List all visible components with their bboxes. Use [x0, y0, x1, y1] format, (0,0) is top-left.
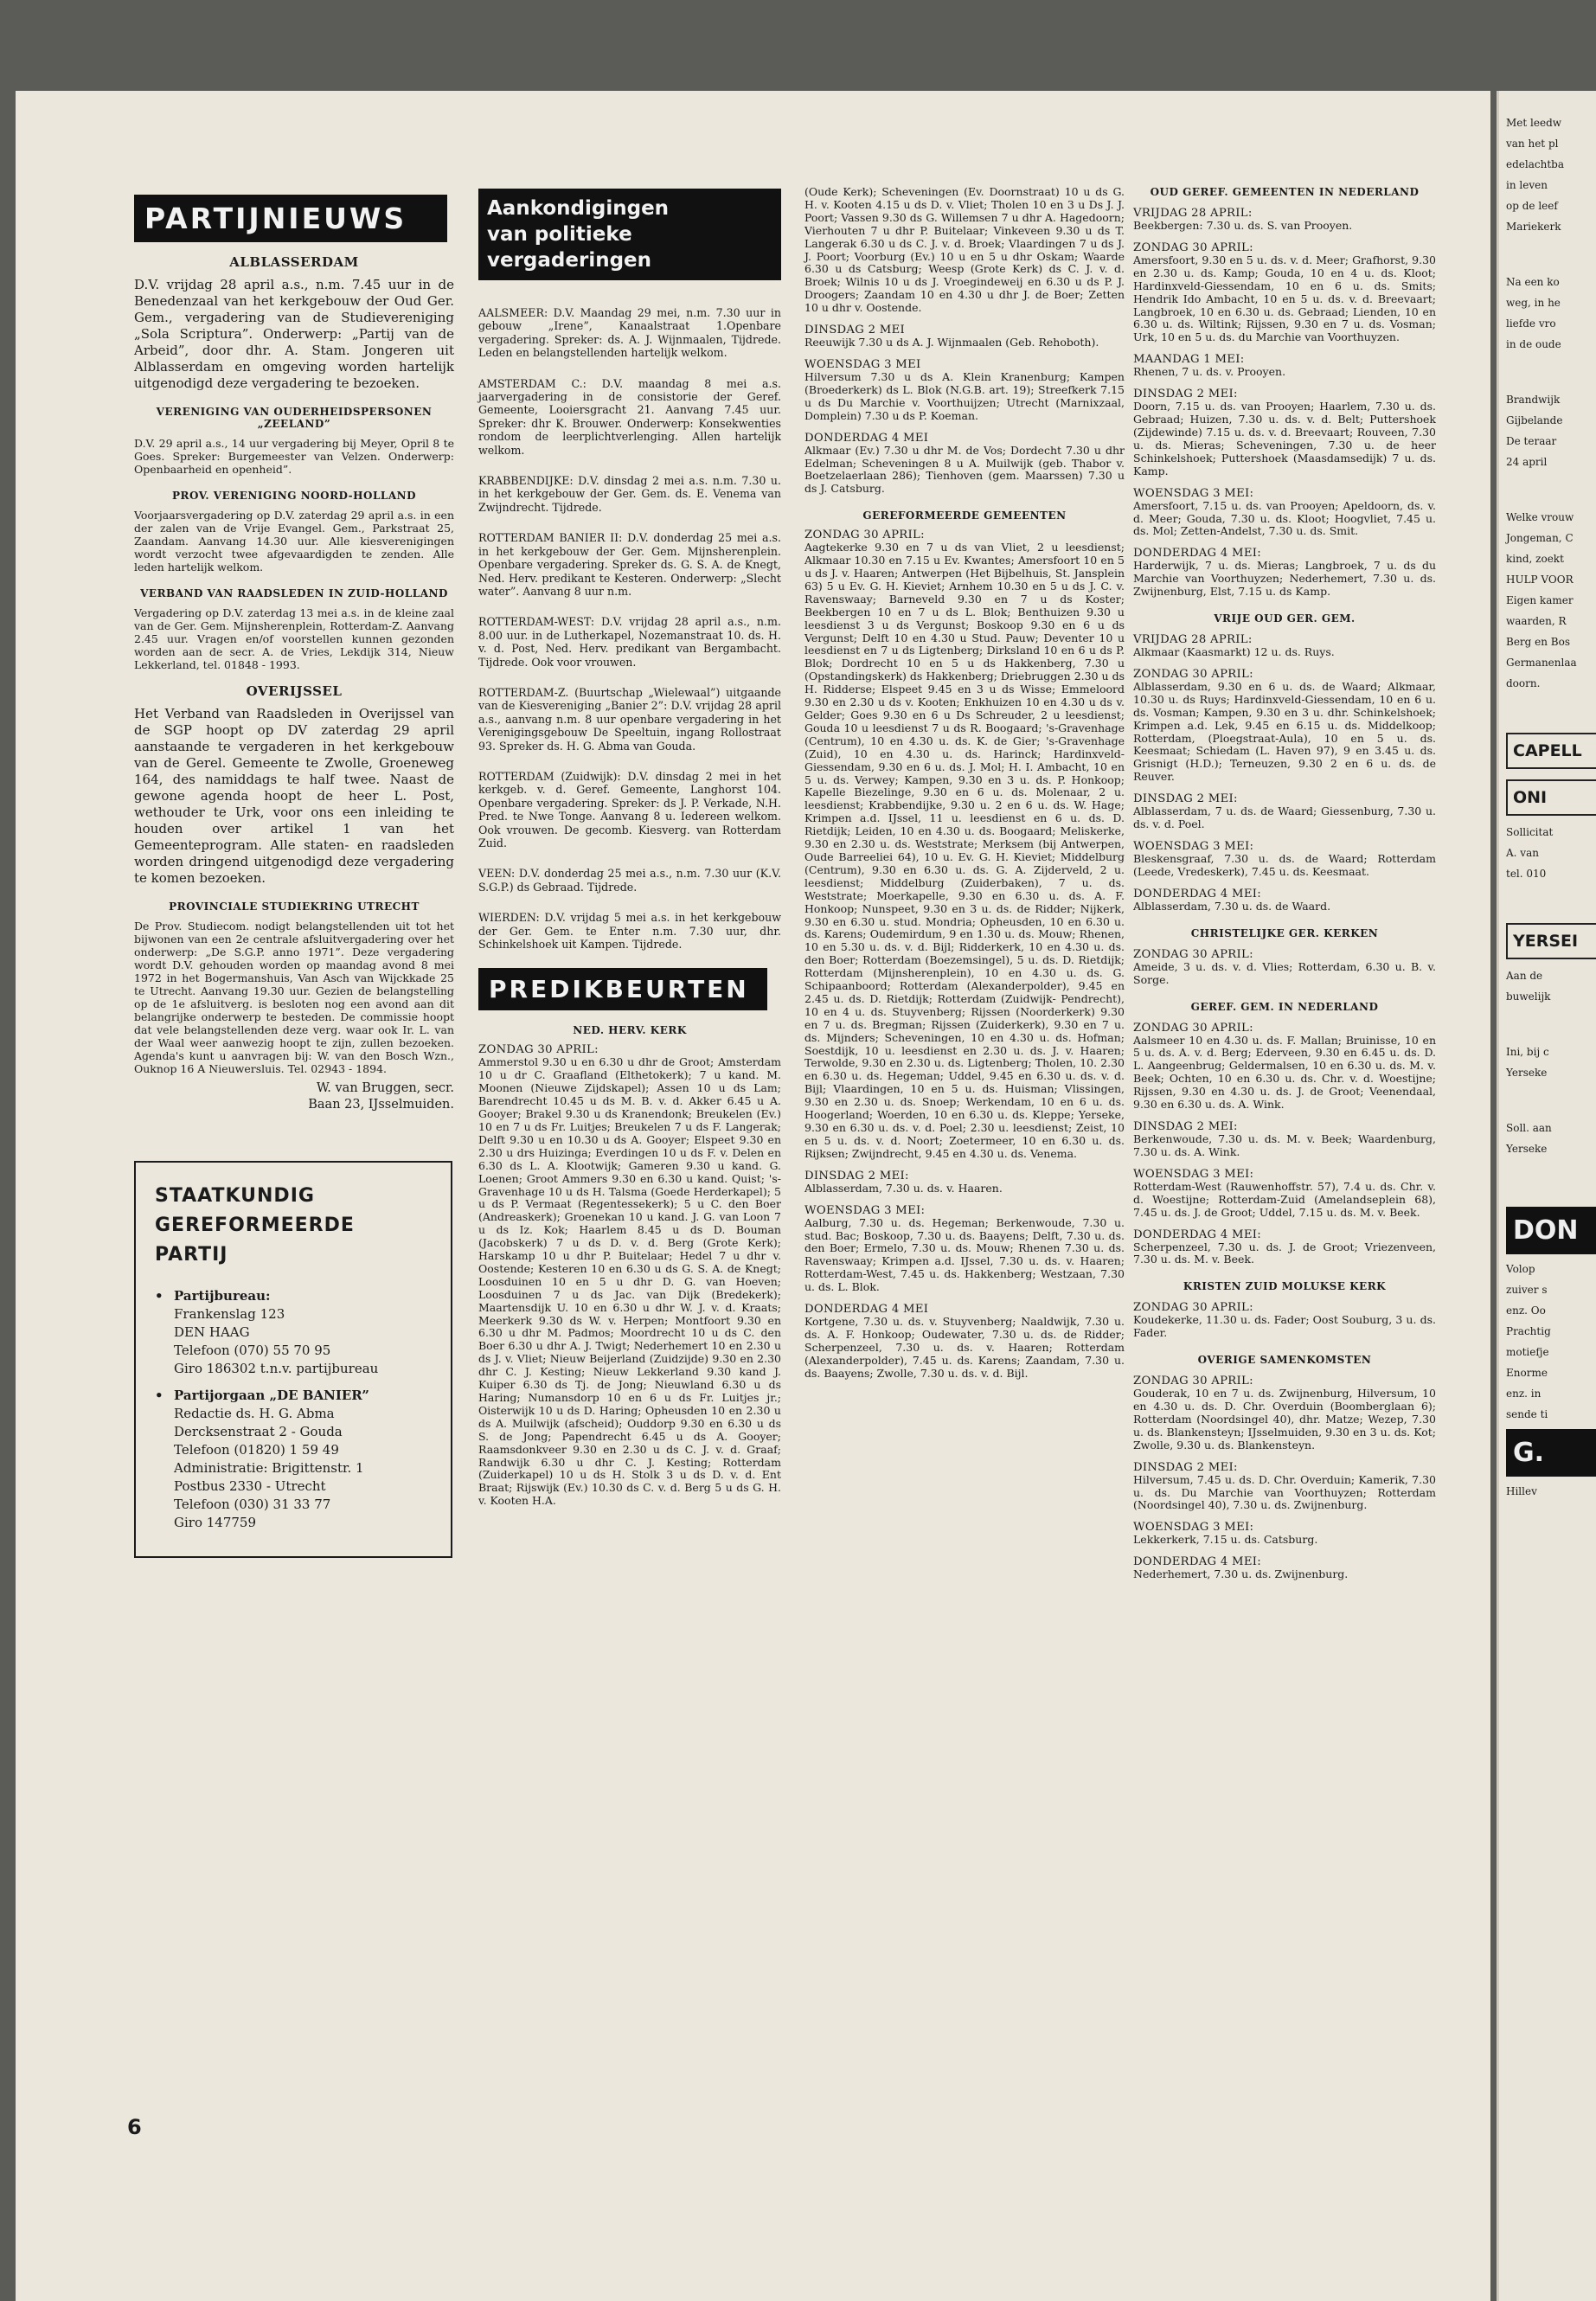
column-kerken — [1133, 186, 1436, 1581]
day-heading: ZONDAG 30 APRIL: — [478, 1043, 599, 1057]
fragment-text: Aan de — [1506, 970, 1543, 982]
item-line: Administratie: Brigittenstr. 1 — [174, 1460, 364, 1476]
section-text: Voorjaarsvergadering op D.V. zaterdag 29 april a.s. in een der zalen van de Vrije Evangel. Gem., Parkstraat 25, Zaandam. Aanvang 14.30 uur. Alle kiesverenigingen wordt verzocht twee afgevaardigden te zenden. Alle leden hartelijk welkom. — [134, 509, 454, 574]
page-number: 6 — [127, 2115, 142, 2139]
announcement: AMSTERDAM C.: D.V. maandag 8 mei a.s. jaarvergadering in de consistorie der Geref. Gemeente, Looiersgracht 21. Aanvang 7.45 uur. Spreker: dhr K. Brouwer. Onderwerp: Konsekwenties rondom de leerplichtverlenging. Allen hartelijk welkom. — [478, 376, 781, 457]
day-text: Beekbergen: 7.30 u. ds. S. van Prooyen. — [1133, 219, 1353, 232]
day-blocks — [804, 1170, 1125, 1381]
day-text: Amersfoort, 9.30 en 5 u. ds. v. d. Meer; Grafhorst, 9.30 en 2.30 u. ds. Kamp; Gouda, 10 en 4 u. ds. Kloot; Hardinxveld-Giessendam, 10 en 6 u. ds. Smits; Hendrik Ido Ambacht, 10 en 5 u. ds. v. d. Breevaart; Langbroek, 10 en 6.30 u. ds. Gebraad; Lienden, 10 en 6.30 u. ds. Wiltink; Rijssen, 9.30 en 7 u. ds. Vosman; Urk, 10 en 5 u. ds. du Marchie van Voorthuyzen. — [1133, 253, 1436, 344]
day-heading: DONDERDAG 4 MEI: — [1133, 1555, 1262, 1569]
section-title: OVERIGE SAMENKOMSTEN — [1197, 1354, 1372, 1367]
section-title: CHRISTELIJKE GER. KERKEN — [1190, 926, 1379, 939]
signature-name: W. van Bruggen, secr. — [316, 1081, 454, 1095]
item-line: Dercksenstraat 2 - Gouda — [174, 1424, 343, 1439]
day-heading: WOENSDAG 3 MEI: — [1133, 1521, 1254, 1535]
sgp-title-line: GEREFORMEERDE — [155, 1215, 355, 1236]
sgp-box-items — [155, 1287, 432, 1532]
day-heading: DINSDAG 2 MEI: — [1133, 1460, 1238, 1474]
fragment-box — [1506, 779, 1596, 816]
item-line: Giro 147759 — [174, 1515, 257, 1530]
fragment-text: Welke vrouw — [1506, 511, 1574, 523]
section-title: PROV. VERENIGING NOORD-HOLLAND — [171, 490, 417, 502]
announcement: ROTTERDAM-WEST: D.V. vrijdag 28 april a.s., n.m. 8.00 uur. in de Lutherkapel, Nozemanstraat 10. ds. H. v. d. Post, Ned. Herv. predikant van Bergambacht. Tijdrede. Ook voor vrouwen. — [478, 615, 781, 669]
section-title: OVERIJSSEL — [246, 683, 343, 699]
preach-text-continued: (Oude Kerk); Scheveningen (Ev. Doornstraat) 10 u ds G. H. v. Kooten 4.15 u ds D. v. Vliet; Tholen 10 en 3 u Ds J. J. Poort; Vassen 9.30 ds G. Willemsen 7 u dhr A. Hagedoorn; Vierhouten 7 u dhr P. Buitelaar; Vinkeveen 9.30 u ds T. Langerak 6.30 u ds C. J. v. d. Broek; Vlaardingen 7 u ds J. J. Poort; Voorburg (Ev.) 10 u en 5 u dhr Oskam; Waarde 6.30 u ds Catsburg; Weesp (Grote Kerk) ds C. J. v. d. Broek; Wilnis 10 u ds J. Vroegindeweij en 6.30 u ds P. J. Droogers; Zaandam 10 en 4.30 u dhr J. de Boer; Zetten 10 u dhr v. Oostende. — [804, 185, 1125, 315]
day-text: Amersfoort, 7.15 u. ds. van Prooyen; Apeldoorn, ds. v. d. Meer; Gouda, 7.30 u. ds. Kloot; Hoogvliet, 7.45 u. ds. Mol; Zetten-Andelst, 7.30 u. ds. Smit. — [1133, 498, 1436, 538]
day-heading: ZONDAG 30 APRIL: — [1133, 1021, 1253, 1035]
sgp-title-line: STAATKUNDIG — [155, 1185, 315, 1207]
fragment-text: Germanenlaa — [1506, 657, 1577, 669]
day-text: Kortgene, 7.30 u. ds. v. Stuyvenberg; Naaldwijk, 7.30 u. ds. A. F. Honkoop; Oudewater, 7.30 u. ds. de Ridder; Scherpenzeel, 7.30 u. ds. v. Haaren; Rotterdam (Alexanderpolder), 7.45 u. ds. Karens; Zaandam, 7.30 u. ds. Baayens; Zwolle, 7.30 u. ds. v. d. Bijl. — [804, 1315, 1125, 1380]
bullet-icon: • — [155, 1388, 163, 1403]
day-heading: VRIJDAG 28 APRIL: — [1133, 633, 1253, 647]
section-title: VERBAND VAN RAADSLEDEN IN ZUID-HOLLAND — [140, 587, 448, 599]
fragment-text: in de oude — [1506, 338, 1561, 350]
day-text: Koudekerke, 11.30 u. ds. Fader; Oost Souburg, 3 u. ds. Fader. — [1133, 1313, 1436, 1340]
day-heading: WOENSDAG 3 MEI — [804, 357, 921, 371]
sgp-title-line: PARTIJ — [155, 1244, 228, 1266]
announcement: WIERDEN: D.V. vrijdag 5 mei a.s. in het kerkgebouw der Ger. Gem. te Enter n.m. 7.30 uur, dhr. Schinkelshoek uit Kampen. Tijdrede. — [478, 911, 781, 952]
fragment-text: Jongeman, C — [1506, 532, 1574, 544]
day-text: Harderwijk, 7 u. ds. Mieras; Langbroek, 7 u. ds du Marchie van Voorthuyzen; Nederhemert, 7.30 u. ds. Zwijnenburg, Elst, 7.15 u. ds Kamp. — [1133, 559, 1436, 599]
section-title: OUD GEREF. GEMEENTEN IN NEDERLAND — [1150, 186, 1420, 198]
fragment-text: enz. Oo — [1506, 1304, 1546, 1317]
day-text: Alblasserdam, 7.30 u. ds. de Waard. — [1133, 899, 1331, 913]
fragment-text: Gijbelande — [1506, 414, 1563, 426]
fragment-text: sende ti — [1506, 1408, 1548, 1420]
fragment-text: Berg en Bos — [1506, 636, 1570, 648]
fragment-text: tel. 010 — [1506, 868, 1547, 880]
day-heading: ZONDAG 30 APRIL: — [1133, 240, 1253, 254]
fragment-text: CAPELL — [1513, 741, 1582, 760]
fragment-text: enz. in — [1506, 1388, 1542, 1400]
day-blocks — [804, 324, 1125, 496]
section-title: ALBLASSERDAM — [229, 254, 359, 270]
day-heading: DINSDAG 2 MEI: — [1133, 1119, 1238, 1133]
section-text: D.V. 29 april a.s., 14 uur vergadering bij Meyer, Opril 8 te Goes. Spreker: Burgemeester van Velzen. Onderwerp: Openbaarheid en openheid”. — [134, 437, 454, 476]
day-heading: DONDERDAG 4 MEI: — [1133, 887, 1262, 901]
day-heading: DONDERDAG 4 MEI: — [1133, 547, 1262, 561]
predikbeurten-banner: PREDIKBEURTEN — [478, 968, 767, 1010]
day-text: Hilversum, 7.45 u. ds. D. Chr. Overduin; Kamerik, 7.30 u. ds. Du Marchie van Voorthuyzen; Rotterdam (Noordsingel 40), 7.30 u. ds. Zwijnenburg. — [1133, 1472, 1436, 1512]
day-heading: ZONDAG 30 APRIL: — [1133, 667, 1253, 681]
column-aankondigingen — [478, 189, 781, 1508]
day-heading: ZONDAG 30 APRIL: — [1133, 947, 1253, 961]
fragment-text: De teraar — [1506, 435, 1557, 447]
fragment-text: Enorme — [1506, 1367, 1548, 1379]
day-heading: VRIJDAG 28 APRIL: — [1133, 207, 1253, 220]
day-text: Reeuwijk 7.30 u ds A. J. Wijnmaalen (Geb. Rehoboth). — [804, 336, 1099, 349]
fragment-text: Brandwijk — [1506, 394, 1561, 406]
section-text: Het Verband van Raadsleden in Overijssel van de SGP hoopt op DV zaterdag 29 april aanstaande te vergaderen in het kerkgebouw van de Gerel. Gemeente te Zwolle, Groeneweg 164, des namiddags te half twee. Naast de gewone agenda hoopt de heer L. Post, wethouder te Urk, voor ons een inleiding te houden over artikel 1 van het Gemeenteprogram. Alle staten- en raadsleden worden dringend uitgenodigd deze vergadering te komen bezoeken. — [134, 706, 454, 886]
fragment-text: Prachtig — [1506, 1325, 1551, 1337]
bullet-icon: • — [155, 1288, 163, 1304]
item-line: Postbus 2330 - Utrecht — [174, 1478, 326, 1494]
section-title: KRISTEN ZUID MOLUKSE KERK — [1183, 1280, 1387, 1293]
announcement: VEEN: D.V. donderdag 25 mei a.s., n.m. 7.30 uur (K.V. S.G.P.) ds Gebraad. Tijdrede. — [478, 867, 781, 894]
item-heading: Partijorgaan „DE BANIER” — [174, 1388, 369, 1403]
fragment-text: Yerseke — [1506, 1143, 1548, 1155]
spacer — [1506, 698, 1596, 733]
item-line: Giro 186302 t.n.v. partijbureau — [174, 1361, 379, 1376]
fragment-text: op de leef — [1506, 200, 1558, 212]
day-text: Rotterdam-West (Rauwenhoffstr. 57), 7.4 u. ds. Chr. v. d. Woestijne; Rotterdam-Zuid (Amelandseplein 68), 7.45 u. ds. J. de Groot; Uddel, 7.15 u. ds. M. v. Beek. — [1133, 1179, 1436, 1219]
day-text: Rhenen, 7 u. ds. v. Prooyen. — [1133, 365, 1286, 379]
section-title: NED. HERV. KERK — [573, 1024, 687, 1037]
day-heading: DINSDAG 2 MEI: — [1133, 388, 1238, 401]
spacer — [1506, 359, 1596, 394]
section-title: GEREFORMEERDE GEMEENTEN — [862, 510, 1067, 522]
day-text: Aalburg, 7.30 u. ds. Hegeman; Berkenwoude, 7.30 u. stud. Bac; Boskoop, 7.30 u. ds. Baayens; Delft, 7.30 u. ds. den Boer; Ermelo, 7.30 u. ds. Mouw; Rhenen 7.30 u. ds. Ravenswaay; Krimpen a.d. IJssel, 7.30 u. ds. v. Haaren; Rotterdam-West, 7.45 u. ds. Hakkenberg; Westzaan, 7.30 u. ds. L. Blok. — [804, 1215, 1125, 1294]
day-heading: DINSDAG 2 MEI: — [804, 1169, 909, 1183]
day-heading: MAANDAG 1 MEI: — [1133, 353, 1245, 367]
day-text: Gouderak, 10 en 7 u. ds. Zwijnenburg, Hilversum, 10 en 4.30 u. ds. D. Chr. Overduin (Boomberglaan 6); Rotterdam (Noordsingel 40), dhr. Matze; Wezep, 7.30 u. ds. Blankensteyn; IJsselmuiden, 9.30 en 3 u. ds. Kot; Zwolle, 9.30 u. ds. Blankensteyn. — [1133, 1387, 1436, 1452]
announcement-list — [478, 306, 781, 951]
section-text: De Prov. Studiecom. nodigt belangstellenden uit tot het bijwonen van een 2e centrale afsluitvergadering over het onderwerp: „De S.G.P. anno 1971”. Deze vergadering wordt D.V. gehouden worden op maandag avond 8 mei 1972 in het Bogermanshuis, Van Asch van Wijckkade 25 te Utrecht. Aanvang 19.30 uur. Gezien de belangstelling op de 1e afsluitverg. is besloten nog een avond aan dit belangrijke onderwerp te besteden. De commissie hoopt dat vele belangstellenden deze verg. waar ook Ir. L. van der Waal weer aanwezig hoopt te zijn, zullen bezoeken. Agenda's kunt u aanvragen bij: W. van den Bosch Wzn., Ouknop 16 A Nieuwersluis. Tel. 02943 - 1894. — [134, 920, 454, 1075]
adjacent-page-strip — [1497, 91, 1596, 2301]
fragment-text: Sollicitat — [1506, 826, 1554, 838]
day-heading: WOENSDAG 3 MEI: — [1133, 840, 1254, 853]
fragment-black: DON — [1506, 1207, 1596, 1254]
day-heading: ZONDAG 30 APRIL: — [804, 529, 925, 542]
section-title: PROVINCIALE STUDIEKRING UTRECHT — [169, 901, 420, 913]
announcement: ROTTERDAM-Z. (Buurtschap „Wielewaal”) uitgaande van de Kiesvereniging „Banier 2”: D.V. vrijdag 28 april a.s., aanvang n.m. 8 uur openbare vergadering in het Verenigingsgebouw De Speeltuin, ingang Rollostraat 93. Spreker ds. H. G. Abma van Gouda. — [478, 685, 781, 753]
fragment-text: Yerseke — [1506, 1067, 1548, 1079]
fragment-text: motiefje — [1506, 1346, 1549, 1358]
column-predikbeurten-continued — [804, 186, 1125, 1381]
section-title: VRIJE OUD GER. GEM. — [1214, 612, 1356, 625]
item-line: DEN HAAG — [174, 1324, 250, 1340]
banner-line: van politieke vergaderingen — [487, 223, 652, 272]
day-heading: DONDERDAG 4 MEI — [804, 431, 929, 445]
day-heading: ZONDAG 30 APRIL: — [1133, 1301, 1253, 1315]
fragment-text: Soll. aan — [1506, 1122, 1552, 1134]
signature-address: Baan 23, IJsselmuiden. — [308, 1098, 454, 1112]
day-heading: DONDERDAG 4 MEI — [804, 1303, 929, 1317]
day-text: Hilversum 7.30 u ds A. Klein Kranenburg; Kampen (Broederkerk) ds L. Blok (N.G.B. art. 19); Streefkerk 7.15 u ds Du Marchie v. Voorthuijzen; Utrecht (Marnixzaal, Domplein) 7.30 u ds P. Koeman. — [804, 369, 1125, 422]
preach-text: Ammerstol 9.30 u en 6.30 u dhr de Groot; Amsterdam 10 u dr C. Graafland (Elthetokerk); 7 u kand. M. Moonen (Nieuwe Zijdskapel); Assen 10 u ds Lam; Barendrecht 10.45 u ds M. B. v. d. Akker 6.45 u A. Gooyer; Brakel 9.30 u ds Kranendonk; Breukelen (Ev.) 10 en 7 u ds Fr. Luitjes; Breukelen 7 u ds F. Langerak; Delft 9.30 u en 10.30 u ds A. Gooyer; Elspeet 9.30 en 2.30 u drs Huizinga; Everdingen 10 u ds F. v. Delen en 6.30 ds L. A. Klootwijk; Gameren 9.30 u kand. G. Loenen; Groot Ammers 9.30 en 6.30 u kand. Quist; 's-Gravenhage 10 u ds H. Talsma (Goede Herderkapel); 5 u ds P. Vermaat (Regentessekerk); 5 u C. den Boer (Andreaskerk); Groenekan 10 u kand. J. G. van Loon 7 u ds Iz. Kok; Haarlem 8.45 u ds D. Bouman (Jacobskerk) 7 u ds D. v. d. Berg (Grote Kerk); Harskamp 10 u dhr P. Buitelaar; Hedel 7 u dhr v. Oostende; Kesteren 10 en 6.30 u ds G. S. A. de Knegt; Loosduinen 10 en 5 u dhr D. G. van Hoeven; Loosduinen 7 u ds Jac. van Dijk (Bredekerk); Maartensdijk U. 10 en 6.30 u dhr W. J. v. d. Kraats; Meerkerk 9.30 ds W. v. Herpen; Montfoort 9.30 en 6.30 u dhr M. Padmos; Moordrecht 10 u ds C. den Boer 6.30 u dhr A. J. Twigt; Nederhemert 10 en 2.30 u ds J. v. Vliet; Nieuw Beijerland (Zuidzijde) 9.30 en 2.30 dhr C. J. Kesting; Nieuw Lekkerland 9.30 kand J. Kuiper 6.30 ds Tj. de Jong; Nieuwland 6.30 u ds Haring; Numansdorp 10 en 6 u ds Fr. Luitjes jr.; Oisterwijk 10 u ds D. Haring; Opheusden 10 en 2.30 u ds A. Muilwijk (afscheid); Ouddorp 9.30 en 6.30 u ds S. de Jong; Papendrecht 6.45 u ds A. Gooyer; Raamsdonkveer 9.30 en 2.30 u ds C. J. v. d. Graaf; Randwijk 6.30 u dhr C. J. Kesting; Rotterdam (Zuiderkapel) 10 u ds H. Stolk 3 u ds D. v. d. Ent Braat; Rijswijk (Ev.) 10.30 ds C. v. d. Berg 5 u ds G. H. v. Kooten H.A. — [478, 1055, 781, 1508]
fragment-text: Hillev — [1506, 1485, 1537, 1497]
day-text: Aalsmeer 10 en 4.30 u. ds. F. Mallan; Bruinisse, 10 en 5 u. ds. A. v. d. Berg; Ederveen, 9.30 en 6.45 u. ds. D. L. Aangeenbrug; Geldermalsen, 10 en 6.30 u. ds. M. v. Beek; Ochten, 10 en 6.30 u. ds. Chr. v. d. Woestijne; Rijssen, 9.30 en 4.30 u. ds. J. de Groot; Veenendaal, 9.30 en 6.30 u. ds. A. Wink. — [1133, 1033, 1436, 1112]
section-text: D.V. vrijdag 28 april a.s., n.m. 7.45 uur in de Benedenzaal van het kerkgebouw der Oud Ger. Gem., vergadering van de Studievereniging „Sola Scriptura”. Onderwerp: „Partij van de Arbeid”, door dhr. A. Stam. Jongeren uit Alblasserdam en omgeving worden hartelijk uitgenodigd deze vergadering te bezoeken. — [134, 277, 454, 391]
geref-gemeenten-text: Aagtekerke 9.30 en 7 u ds van Vliet, 2 u leesdienst; Alkmaar 10.30 en 7.15 u Ev. Kwantes; Amersfoort 10 en 5 u ds J. v. Haaren; Antwerpen (Het Bijbelhuis, St. Jansplein 63) 5 u Ev. G. H. Kieviet; Arnhem 10.30 en 5 u ds J. C. v. Ravenswaay; Barneveld 9.30 en 7 u ds Koster; Beekbergen 10 en 7 u ds L. Blok; Benthuizen 9.30 u leesdienst 3 u ds Vergunst; Boskoop 9.30 en 6 u ds Vergunst; Delft 10 en 4.30 u Stud. Pauw; Deventer 10 u leesdienst en 7 u ds Ligtenberg; Dirksland 10 en 6 u ds P. Blok; Dordrecht 10 en 5 u ds Hakkenberg, 7.30 u (Opstandingskerk) ds Hakkenberg; Driebruggen 2.30 u ds H. Ridderse; Elspeet 9.45 en 3 u ds Wisse; Emmeloord 9.30 en 2.30 u ds v. Kooten; Enkhuizen 10 en 4.30 u ds v. Gelder; Goes 9.30 en 6 u Ds Schreuder, 2 u leesdienst; Gouda 10 u leesdienst 7 u ds R. Boogaard; 's-Gravenhage (Centrum), 10 en 4.30 u. ds. K. de Gier; 's-Gravenhage (Zuid), 10 en 4.30 u. ds. Harinck; Hardinxveld-Giessendam, 9.30 en 6 u. ds. J. Mol; H. I. Ambacht, 10 en 5 u. ds. Verwey; Kampen, 9.30 en 3 u. ds. P. Honkoop; Kapelle Biezelinge, 9.30 en 6 u. ds. Molenaar, 2 u. leesdienst; Krabbendijke, 9.30 u. 2 en 6 u. ds. W. Hage; Krimpen a.d. IJssel, 11 u. leesdienst en 6 u. ds. D. Rietdijk; Leiden, 10 en 4.30 u. ds. Boogaard; Meliskerke, 9.30 en 2.30 u. ds. Weststrate; Merksem (bij Antwerpen, Oude Barreeliei 64), 10 u. Ev. G. H. Kieviet; Middelburg (Centrum), 9.30 en 6.30 u. ds. G. A. Zijderveld, 2 u. leesdienst; Middelburg (Zuiderbaken), 7 u. ds. Weststrate; Moerkapelle, 9.30 en 6.30 u. ds. A. F. Honkoop; Nunspeet, 9.30 en 3 u. ds. de Ridder; Nijkerk, 9.30 en 6.30 u. stud. Mondria; Opheusden, 10 en 6.30 u. ds. Karens; Oudemirdum, 9 en 1.30 u. ds. Mouw; Rhenen, 10 en 5.30 u. ds. v. d. Bijl; Ridderkerk, 10 en 4.30 u. ds. den Boer; Rotterdam (Boezemsingel), 5 u. ds. D. Rietdijk; Rotterdam (Mijnsherenplein), 10 en 4.30 u. ds. G. Schipaanboord; Rotterdam (Alexanderpolder), 9.45 en 2.45 u. ds. D. Rietdijk; Rotterdam (Zuidwijk- Pendrecht), 10 en 4 u. ds. Stuyvenberg; Rijssen (Noorderkerk) 9.30 en 7 u. ds. Bregman; Rijssen (Zuiderkerk), 9.30 en 7 u. ds. Mijnders; Scheveningen, 10 en 4.30 u. ds. Hofman; Soestdijk, 10 u. leesdienst en 2.30 u. ds. J. v. Haaren; Terwolde, 9.30 en 2.30 u. ds. Ligtenberg; Tholen, 10. 2.30 en 6.30 u. ds. Hegeman; Uddel, 9.45 en 6.30 u. ds. v. d. Bijl; Vlaardingen, 10 en 5 u. ds. Huisman; Vlissingen, 9.30 en 2.30 u. ds. Snoep; Werkendam, 10 en 6 u. ds. Hoogerland; Woerden, 10 en 6.30 u. ds. Kleppe; Yerseke, 9.30 en 6.30 u. ds. v. d. Poel; 2.30 u. leesdienst; Zeist, 10 en 5 u. ds. v. d. Noort; Zoetermeer, 10 en 6.30 u. ds. Rijksen; Zwijndrecht, 9.45 en 4.30 u. ds. Venema. — [804, 541, 1125, 1160]
day-heading: WOENSDAG 3 MEI: — [1133, 1167, 1254, 1181]
section-title: VERENIGING VAN OUDERHEIDSPERSONEN „ZEELAND” — [156, 406, 433, 430]
day-text: Ameide, 3 u. ds. v. d. Vlies; Rotterdam, 6.30 u. B. v. Sorge. — [1133, 959, 1436, 986]
fragment-text: weg, in he — [1506, 297, 1561, 309]
adjacent-page-fragments — [1499, 91, 1596, 1497]
item-line: Telefoon (01820) 1 59 49 — [174, 1442, 339, 1458]
item-line: Redactie ds. H. G. Abma — [174, 1406, 335, 1421]
fragment-text: 24 april — [1506, 456, 1548, 468]
day-text: Alblasserdam, 9.30 en 6 u. ds. de Waard; Alkmaar, 10.30 u. ds Ruys; Hardinxveld-Giessendam, 10 en 6 u. ds. Vosman; Kampen, 9.30 en 3 u. dhr. Schinkelshoek; Krimpen a.d. Lek, 9.45 en 6.15 u. ds. Middelkoop; Rotterdam, (Ploegstraat-Aula), 10 en 5 u. ds. Keesmaat; Schiedam (L. Haven 97), 9 en 3.45 u. ds. Grisnigt (H.D.); Terneuzen, 9.30 2 en 6 u. ds. de Reuver. — [1133, 679, 1436, 784]
partijnieuws-banner: PARTIJNIEUWS — [134, 195, 447, 242]
sgp-box-item — [155, 1287, 432, 1378]
day-heading: DINSDAG 2 MEI — [804, 324, 906, 337]
day-heading: DONDERDAG 4 MEI: — [1133, 1227, 1262, 1241]
fragment-text: in leven — [1506, 179, 1548, 191]
section-title: GEREF. GEM. IN NEDERLAND — [1190, 1000, 1379, 1013]
aankondigingen-banner — [478, 189, 781, 280]
day-text: Alkmaar (Kaasmarkt) 12 u. ds. Ruys. — [1133, 645, 1335, 659]
fragment-black: G. — [1506, 1429, 1596, 1477]
day-heading: DINSDAG 2 MEI: — [1133, 792, 1238, 806]
fragment-text: Volop — [1506, 1263, 1535, 1275]
fragment-text: buwelijk — [1506, 990, 1551, 1003]
fragment-text: waarden, R — [1506, 615, 1567, 627]
banner-line: Aankondigingen — [487, 197, 670, 220]
item-heading: Partijbureau: — [174, 1288, 271, 1304]
day-heading: WOENSDAG 3 MEI: — [1133, 486, 1254, 500]
day-heading: ZONDAG 30 APRIL: — [1133, 1375, 1253, 1388]
spacer — [1506, 1163, 1596, 1198]
spacer — [1506, 477, 1596, 511]
spacer — [1506, 1011, 1596, 1046]
fragment-text: ONI — [1513, 788, 1548, 807]
announcement: KRABBENDIJKE: D.V. dinsdag 2 mei a.s. n.m. 7.30 u. in het kerkgebouw der Ger. Gem. ds. E. Venema van Zwijndrecht. Tijdrede. — [478, 474, 781, 514]
item-line: Frankenslag 123 — [174, 1306, 285, 1322]
fragment-text: A. van — [1506, 847, 1539, 859]
section-text: Vergadering op D.V. zaterdag 13 mei a.s. in de kleine zaal van de Ger. Gem. Mijnsherenplein, Rotterdam-Z. Aanvang 2.45 uur. Vragen en/of voorstellen kunnen gezonden worden aan de secr. A. de Vries, Lekdijk 314, Nieuw Lekkerland, tel. 01848 - 1993. — [134, 606, 454, 671]
sgp-box-item — [155, 1387, 432, 1532]
day-text: Nederhemert, 7.30 u. ds. Zwijnenburg. — [1133, 1567, 1349, 1581]
day-heading: WOENSDAG 3 MEI: — [804, 1203, 926, 1217]
fragment-text: Mariekerk — [1506, 221, 1561, 233]
fragment-text: Eigen kamer — [1506, 594, 1574, 606]
fragment-text: Met leedw — [1506, 117, 1562, 129]
fragment-text: liefde vro — [1506, 317, 1556, 330]
day-text: Scherpenzeel, 7.30 u. ds. J. de Groot; Vriezenveen, 7.30 u. ds. M. v. Beek. — [1133, 1240, 1436, 1266]
fragment-text: kind, zoekt — [1506, 553, 1564, 565]
spacer — [1506, 1087, 1596, 1122]
day-text: Alkmaar (Ev.) 7.30 u dhr M. de Vos; Dordecht 7.30 u dhr Edelman; Scheveningen 8 u A. Muilwijk (geb. Thabor v. Boetzelaerlaan 286); Tienhoven (gem. Maarssen) 7.30 u ds J. Catsburg. — [804, 443, 1125, 496]
fragment-text: Ini, bij c — [1506, 1046, 1549, 1058]
day-text: Alblasserdam, 7 u. ds. de Waard; Giessenburg, 7.30 u. ds. v. d. Poel. — [1133, 804, 1436, 831]
day-text: Berkenwoude, 7.30 u. ds. M. v. Beek; Waardenburg, 7.30 u. ds. A. Wink. — [1133, 1131, 1436, 1158]
spacer — [1506, 241, 1596, 276]
item-line: Telefoon (070) 55 70 95 — [174, 1343, 331, 1358]
fragment-text: doorn. — [1506, 677, 1541, 689]
announcement: ROTTERDAM (Zuidwijk): D.V. dinsdag 2 mei in het kerkgeb. v. d. Geref. Gemeente, Langhorst 104. Openbare vergadering. Spreker: ds J. P. Verkade, N.H. Pred. te Nwe Tonge. Aanvang 8 u. Iedereen welkom. Ook vrouwen. De gecomb. Kiesverg. van Rotterdam Zuid. — [478, 769, 781, 849]
fragment-text: Na een ko — [1506, 276, 1560, 288]
fragment-text: zuiver s — [1506, 1284, 1548, 1296]
fragment-text: van het pl — [1506, 138, 1559, 150]
announcement: AALSMEER: D.V. Maandag 29 mei, n.m. 7.30 uur in gebouw „Irene”, Kanaalstraat 1.Openbare vergadering. Spreker: ds. A. J. Wijnmaalen, Tijdrede. Leden en belangstellenden hartelijk welkom. — [478, 306, 781, 360]
column-partijnieuws — [134, 195, 454, 1558]
day-text: Doorn, 7.15 u. ds. van Prooyen; Haarlem, 7.30 u. ds. Gebraad; Huizen, 7.30 u. ds. v. d. Belt; Puttershoek (Zijdewinde) 7.15 u. ds. v. d. Breevaart; Rouveen, 7.30 u. ds. Mieras; Scheveningen, 7.30 u. de heer Schinkelshoek; Puttershoek (Maasdamsedijk) 7 u. ds. Kamp. — [1133, 400, 1436, 478]
sgp-info-box — [134, 1161, 452, 1558]
fragment-box — [1506, 923, 1596, 959]
fragment-box — [1506, 733, 1596, 769]
spacer — [1506, 888, 1596, 923]
fragment-text: HULP VOOR — [1506, 574, 1574, 586]
partijnieuws-sections — [134, 254, 454, 1075]
day-text: Bleskensgraaf, 7.30 u. ds. de Waard; Rotterdam (Leede, Vredeskerk), 7.45 u. ds. Keesmaat. — [1133, 852, 1436, 878]
item-line: Telefoon (030) 31 33 77 — [174, 1497, 331, 1512]
fragment-text: edelachtba — [1506, 158, 1564, 170]
day-text: Lekkerkerk, 7.15 u. ds. Catsburg. — [1133, 1533, 1318, 1547]
announcement: ROTTERDAM BANIER II: D.V. donderdag 25 mei a.s. in het kerkgebouw der Ger. Gem. Mijnsherenplein. Openbare vergadering. Spreker ds. G. S. A. de Knegt, Ned. Herv. predikant te Kesteren. Onderwerp: „Slecht water”. Aanvang 8 uur n.m. — [478, 531, 781, 598]
fragment-text: YERSEI — [1513, 932, 1579, 951]
sgp-box-title — [155, 1182, 432, 1270]
day-text: Alblasserdam, 7.30 u. ds. v. Haaren. — [804, 1181, 1003, 1195]
